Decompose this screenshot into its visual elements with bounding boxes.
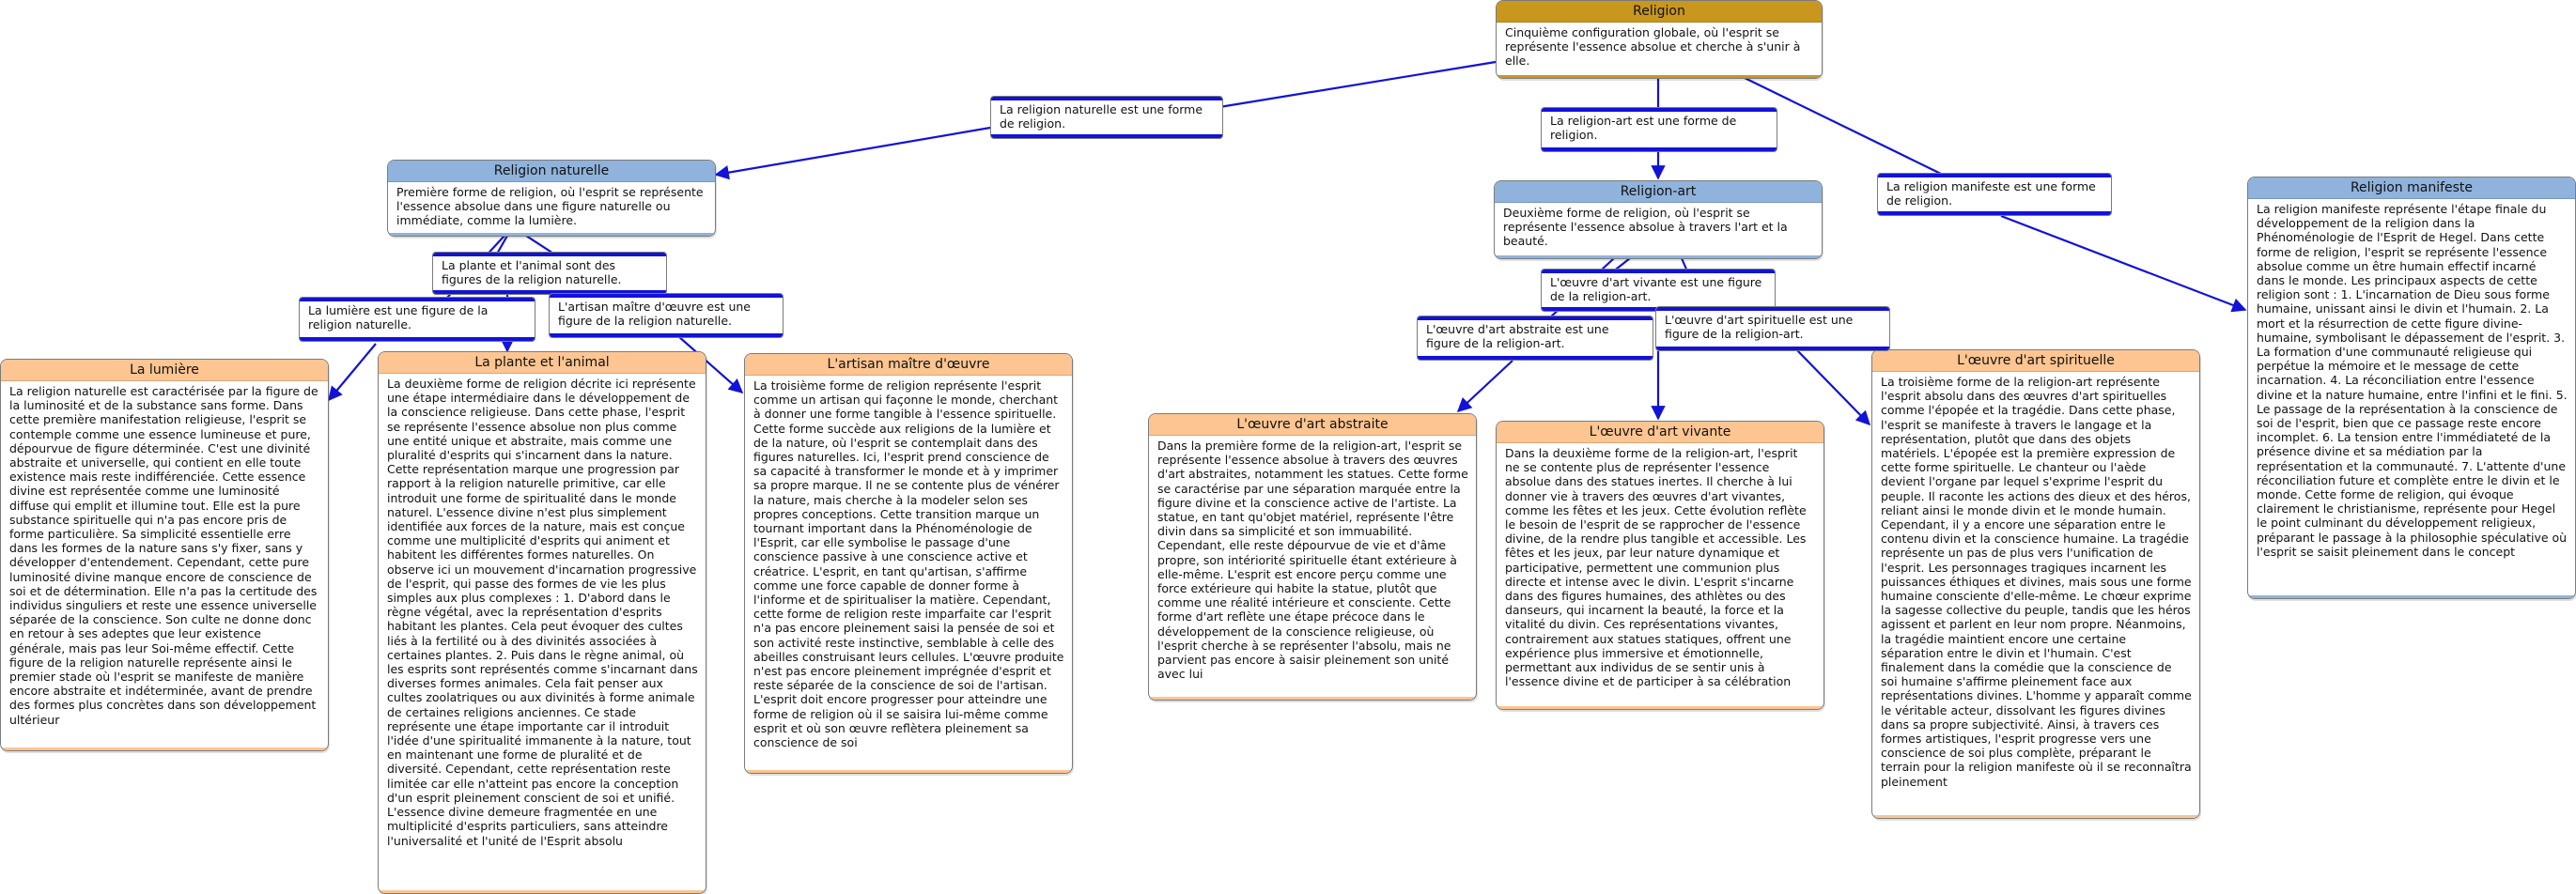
node-oeuvre-abstraite-text: Dans la première forme de la religion-art, l'esprit se représente l'essence absolue à travers des œuvres d'art abstraites, notamment les statues. Cette forme se caractérise par une séparation marquée entre la figure divine et la conscience active de l'artiste. La statue, en tant qu'objet matériel, représente l'être divin dans sa simplicité et son immuabilité. Cependant, elle reste dépourvue de vie et d'âme propre, son intériorité spirituelle étant extérieure à elle-même. L'esprit est encore perçu comme une force extérieure qui habite la statue, plutôt que comme une réalité intérieure et consciente. Cette forme d'art reflète une étape précoce dans le développement de la conscience religieuse, où l'esprit cherche à se représenter l'absolu, mais ne parvient pas encore à saisir pleinement son unité avec lui — [1157, 439, 1468, 682]
node-religion-art[interactable] — [1494, 180, 1823, 259]
node-religion-text: Cinquième configuration globale, où l'esprit se représente l'essence absolue et cherche à s'unir à elle. — [1505, 25, 1801, 69]
node-oeuvre-spirituelle-title: L'œuvre d'art spirituelle — [1872, 350, 2199, 372]
link-label-abstraite[interactable] — [1417, 316, 1653, 361]
node-plante-animal-text: La deuxième forme de religion décrite ici représente une étape intermédiaire dans le développement de la conscience religieuse. Dans cette phase, l'esprit se représente l'essence absolue non plus comme une entité unique et abstraite, mais comme une pluralité d'esprits qui s'incarnent dans la nature. Cette représentation marque une progression par rapport à la religion naturelle primitive, car elle introduit une forme de spiritualité dans le monde naturel. L'essence divine n'est plus simplement identifiée aux forces de la nature, mais est conçue comme une multiplicité d'esprits qui animent et habitent les différentes formes naturelles. On observe ici un mouvement d'incarnation progressive de l'esprit, qui passe des formes de vie les plus simples aux plus complexes : 1. D'abord dans le règne végétal, avec la représentation d'esprits habitant les plantes. Cela peut évoquer des cultes liés à la fertilité ou à des divinités associées à certaines plantes. 2. Puis dans le règne animal, où les esprits sont représentés comme s'incarnant dans diverses formes animales. Cela fait penser aux cultes zoolatriques ou aux divinités à forme animale de certaines religions anciennes. Ce stade représente une étape importante car il introduit l'idée d'une spiritualité immanente à la nature, tout en maintenant une forme de pluralité et de diversité. Cependant, cette représentation reste limitée car elle n'atteint pas encore la conception d'un esprit pleinement conscient de soi et unifié. L'essence divine demeure fragmentée en une multiplicité d'esprits particuliers, sans atteindre l'universalité et l'unité de l'Esprit absolu — [387, 377, 698, 848]
node-religion[interactable] — [1496, 0, 1823, 79]
edge-manifeste-label-to-religion-manifeste — [2001, 216, 2245, 310]
node-oeuvre-abstraite[interactable] — [1148, 413, 1477, 701]
node-lumiere-title: La lumière — [1, 360, 328, 381]
node-oeuvre-vivante-title: L'œuvre d'art vivante — [1497, 422, 1823, 443]
node-plante-animal[interactable] — [378, 351, 706, 894]
node-oeuvre-spirituelle-text: La troisième forme de la religion-art représente l'esprit absolu dans des œuvres d'art spirituelles comme l'épopée et la tragédie. Dans cette phase, l'esprit se manifeste à travers le langage et la représentation, plutôt que dans des objets matériels. L'épopée est la première expression de cette forme spirituelle. Le chanteur ou l'aède devient l'organe par lequel s'exprime l'esprit du peuple. Il raconte les actions des dieux et des héros, reliant ainsi le monde divin et le monde humain. Cependant, il y a encore une séparation entre le contenu divin et la conscience humaine. La tragédie représente un pas de plus vers l'unification de l'esprit. Les personnages tragiques incarnent les puissances éthiques et divines, mais sous une forme humaine consciente d'elle-même. Le chœur exprime la sagesse collective du peuple, tandis que les héros agissent et parlent en leur nom propre. Néanmoins, la tragédie maintient encore une certaine séparation entre le divin et l'humain. C'est finalement dans la comédie que la conscience de soi humaine s'affirme pleinement face aux représentations divines. L'homme y apparaît comme le véritable acteur, dissolvant les figures divines dans sa propre subjectivité. Ainsi, à travers ces formes artistiques, l'esprit progresse vers une conscience de soi plus complète, préparant le terrain pour la religion manifeste où il se reconnaîtra pleinement — [1881, 375, 2192, 789]
node-artisan-title: L'artisan maître d'œuvre — [745, 354, 1072, 376]
node-plante-animal-title: La plante et l'animal — [379, 352, 706, 374]
link-label-plante[interactable] — [432, 252, 667, 295]
link-label-abstraite-text: L'œuvre d'art abstraite est une figure de la religion-art. — [1426, 322, 1609, 351]
edge-religion-to-naturelle-label — [1219, 62, 1496, 107]
link-label-artisan[interactable] — [549, 293, 784, 338]
node-religion-art-text: Deuxième forme de religion, où l'esprit se représente l'essence absolue à travers l'art et la beauté. — [1503, 206, 1788, 249]
node-oeuvre-vivante[interactable] — [1496, 421, 1824, 710]
node-religion-manifeste-title: Religion manifeste — [2248, 177, 2575, 199]
link-label-art[interactable] — [1541, 107, 1777, 152]
node-lumiere[interactable] — [0, 359, 329, 751]
edge-abstraite-label-to-abstraite — [1458, 361, 1513, 411]
node-artisan[interactable] — [744, 353, 1073, 774]
link-label-manifeste[interactable] — [1877, 173, 2112, 216]
node-religion-manifeste-text: La religion manifeste représente l'étape finale du développement de la religion dans la Phénoménologie de l'Esprit de Hegel. Dans cette forme de religion, l'esprit se représente l'essence absolue comme un être humain effectif incarné dans le monde. Les principaux aspects de cette religion sont : 1. L'incarnation de Dieu sous forme humaine, unissant ainsi le divin et l'humain. 2. La mort et la résurrection de cette figure divine-humaine, symbolisant le dépassement de l'esprit. 3. La formation d'une communauté religieuse qui perpétue la mémoire et le message de cette incarnation. 4. La réconciliation entre l'essence divine et la nature humaine, entre l'infini et le fini. 5. Le passage de la représentation à la conscience de soi de l'esprit, bien que ce passage reste encore incomplet. 6. La tension entre l'immédiateté de la présence divine et sa médiation par la représentation et la communauté. 7. L'attente d'une réconciliation future et complète entre le divin et le monde. Cette forme de religion, qui évoque clairement le christianisme, représente pour Hegel le point culminant du développement religieux, préparant le passage à la philosophie spéculative où l'esprit se saisit pleinement dans le concept — [2257, 202, 2568, 559]
link-label-lumiere-text: La lumière est une figure de la religion naturelle. — [308, 303, 489, 332]
node-oeuvre-abstraite-title: L'œuvre d'art abstraite — [1149, 414, 1476, 436]
node-religion-naturelle-text: Première forme de religion, où l'esprit se représente l'essence absolue dans une figure naturelle ou immédiate, comme la lumière. — [396, 185, 704, 228]
edge-lumiere-label-to-lumiere — [329, 344, 376, 400]
edge-naturelle-label-to-religion-naturelle — [716, 128, 990, 175]
link-label-manifeste-text: La religion manifeste est une forme de religion. — [1886, 179, 2096, 208]
link-label-spirituelle[interactable] — [1655, 306, 1890, 351]
edge-spirituelle-label-to-spirituelle — [1796, 349, 1870, 424]
link-label-art-text: La religion-art est une forme de religion. — [1550, 114, 1737, 143]
node-religion-title: Religion — [1497, 1, 1822, 23]
link-label-vivante-text: L'œuvre d'art vivante est une figure de la religion-art. — [1550, 275, 1762, 304]
link-label-spirituelle-text: L'œuvre d'art spirituelle est une figure de la religion-art. — [1665, 313, 1854, 342]
node-religion-manifeste[interactable] — [2247, 177, 2576, 599]
node-religion-naturelle[interactable] — [387, 160, 716, 237]
link-label-artisan-text: L'artisan maître d'œuvre est une figure de la religion naturelle. — [558, 300, 751, 329]
node-oeuvre-spirituelle[interactable] — [1871, 349, 2200, 819]
node-artisan-text: La troisième forme de religion représente l'esprit comme un artisan qui façonne le monde, cherchant à donner une forme tangible à l'essence spirituelle. Cette forme succède aux religions de la lumière et de la nature, où l'esprit se contemplait dans des figures naturelles. Ici, l'esprit prend conscience de sa capacité à transformer le monde et à y imprimer sa propre marque. Il ne se contente plus de vénérer la nature, mais cherche à la modeler selon ses propres conceptions. Cette transition marque un tournant important dans la Phénoménologie de l'Esprit, car elle symbolise le passage d'une conscience passive à une conscience active et créatrice. L'esprit, en tant qu'artisan, s'affirme comme une force capable de donner forme à l'informe et de spiritualiser la matière. Cependant, cette forme de religion reste imparfaite car l'esprit n'a pas encore pleinement saisi la pensée de soi et son activité reste instinctive, semblable à celle des abeilles construisant leurs cellules. L'œuvre produite n'est pas encore pleinement imprégnée d'esprit et reste séparée de la conscience de soi de l'artisan. L'esprit doit encore progresser pour atteindre une forme de religion où il se saisira lui-même comme esprit et où son œuvre reflètera pleinement sa conscience de soi — [753, 378, 1064, 750]
node-oeuvre-vivante-text: Dans la deuxième forme de la religion-art, l'esprit ne se contente plus de représenter l'essence absolue dans des statues inertes. Il cherche à lui donner vie à travers des œuvres d'art vivantes, comme les fêtes et les jeux. Cette évolution reflète le besoin de l'esprit de se rapprocher de l'essence divine, de la rendre plus tangible et accessible. Les fêtes et les jeux, par leur nature dynamique et participative, permettent une communion plus directe et intense avec le divin. L'esprit s'incarne dans des figures humaines, des athlètes ou des danseurs, qui incarnent la beauté, la force et la vitalité du divin. Ces représentations vivantes, contrairement aux statues statiques, offrent une expérience plus immersive et émotionnelle, permettant aux individus de se sentir unis à l'essence divine et de participer à sa célébration — [1505, 446, 1807, 689]
node-lumiere-text: La religion naturelle est caractérisée par la figure de la luminosité et de la substance sans forme. Dans cette première manifestation religieuse, l'esprit se contemple comme une essence lumineuse et pure, dépourvue de figure déterminée. C'est une divinité abstraite et universelle, qui contient en elle toute existence mais reste indifférenciée. Cette essence divine est représentée comme une luminosité diffuse qui emplit et illumine tout. Elle est la pure substance spirituelle qui n'a pas encore pris de forme particulière. Sa simplicité essentielle erre dans les formes de la nature sans s'y fixer, sans y développer d'entendement. Cependant, cette pure luminosité divine manque encore de conscience de soi et de détermination. Elle n'a pas la certitude des individus singuliers et reste une essence universelle séparée de la conscience. Son culte ne donne donc en retour à ses adeptes que leur existence générale, mais pas leur Soi-même effectif. Cette figure de la religion naturelle représente ainsi le premier stade où l'esprit se manifeste de manière encore abstraite et indéterminée, avant de prendre des formes plus concrètes dans son développement ultérieur — [9, 384, 318, 727]
link-label-plante-text: La plante et l'animal sont des figures de la religion naturelle. — [442, 258, 622, 287]
node-religion-naturelle-title: Religion naturelle — [388, 161, 715, 182]
link-label-lumiere[interactable] — [299, 297, 535, 342]
link-label-naturelle-text: La religion naturelle est une forme de religion. — [1000, 102, 1203, 131]
node-religion-art-title: Religion-art — [1495, 181, 1822, 203]
link-label-naturelle[interactable] — [990, 96, 1223, 139]
